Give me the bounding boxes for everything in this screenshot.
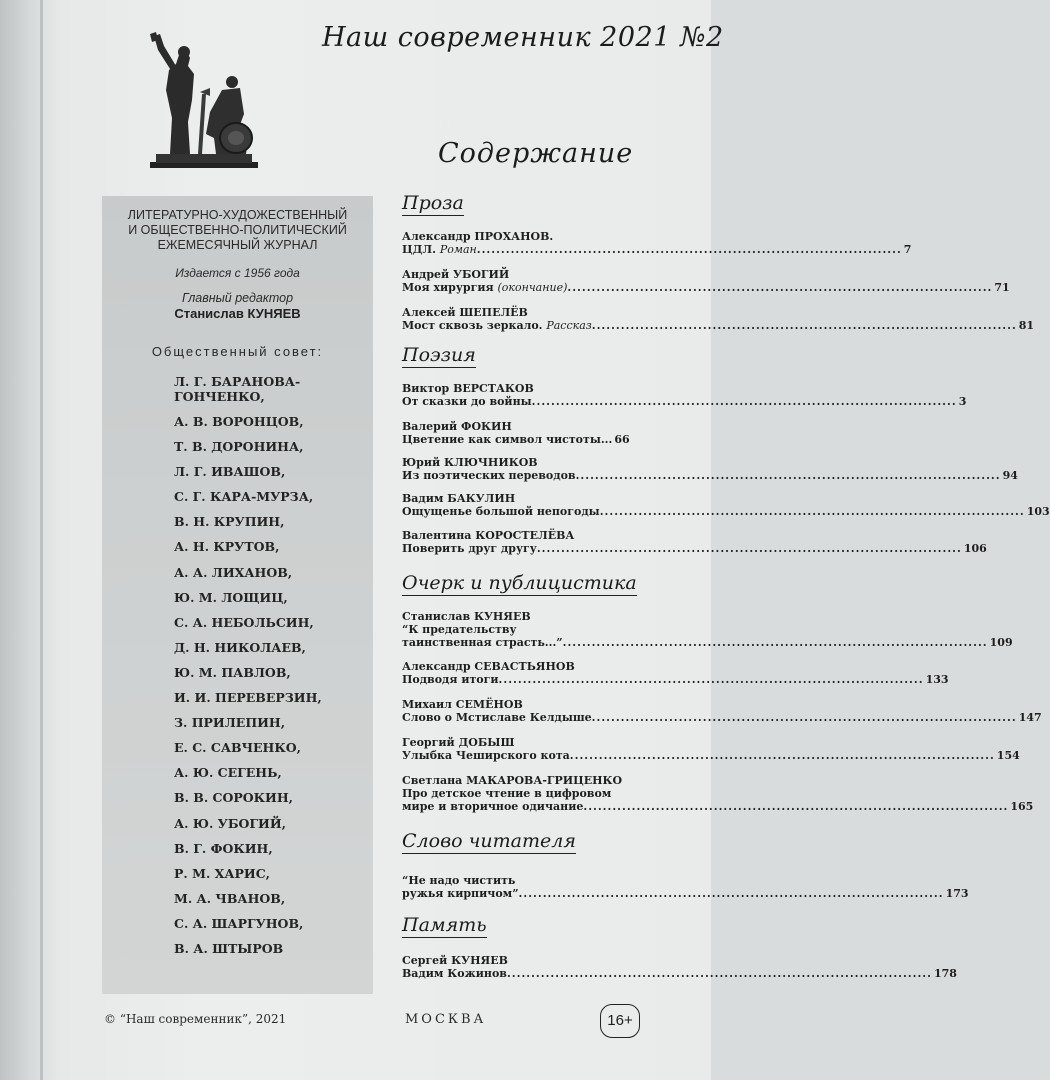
entry-title: Поверить друг другу: [402, 542, 537, 555]
city: МОСКВА: [405, 1012, 487, 1027]
entry-author: Станислав КУНЯЕВ: [402, 610, 531, 623]
council-member: С. А. ШАРГУНОВ,: [174, 915, 304, 931]
council-member: Р. М. ХАРИС,: [174, 865, 271, 881]
toc-entry[interactable]: [402, 492, 1050, 518]
journal-description: [102, 208, 373, 253]
entry-subtitle: Рассказ: [546, 319, 592, 332]
entry-title: Цветение как символ чистоты...: [402, 433, 613, 446]
council-member: З. ПРИЛЕПИН,: [174, 715, 286, 731]
entry-author: Виктор ВЕРСТАКОВ: [402, 382, 534, 395]
council-member: И. И. ПЕРЕВЕРЗИН,: [174, 690, 322, 706]
council-member: В. В. СОРОКИН,: [174, 790, 294, 806]
entry-title: Ощущенье большой непогоды: [402, 505, 600, 518]
council-member: С. Г. КАРА-МУРЗА,: [174, 489, 314, 505]
section-heading: Память: [402, 914, 487, 936]
section-heading: Очерк и публицистика: [402, 572, 637, 594]
entry-page: 3: [958, 395, 967, 408]
entry-page: 109: [989, 636, 1013, 649]
entry-page: 94: [1002, 469, 1018, 482]
section-heading: Слово читателя: [402, 830, 576, 852]
published-since: Издается с 1956 года: [175, 266, 300, 280]
entry-author: Георгий ДОБЫШ: [402, 736, 515, 749]
section-essay: [402, 572, 637, 596]
contents-title: Содержание: [438, 138, 634, 169]
entry-page: 71: [994, 281, 1010, 294]
entry-page: 106: [963, 542, 987, 555]
entry-author: Сергей КУНЯЕВ: [402, 954, 508, 967]
entry-page: 178: [933, 967, 957, 980]
masthead-sidebar: [102, 196, 373, 994]
council-member: Ю. М. ЛОЩИЦ,: [174, 589, 288, 605]
description-line: ЛИТЕРАТУРНО-ХУДОЖЕСТВЕННЫЙ: [127, 208, 348, 222]
toc-entry[interactable]: [402, 660, 949, 686]
toc-entry[interactable]: [402, 954, 957, 980]
entry-title: мире и вторичное одичание: [402, 800, 584, 813]
entry-page: 103: [1026, 505, 1050, 518]
entry-author: Вадим БАКУЛИН: [402, 492, 516, 505]
council-member: М. А. ЧВАНОВ,: [174, 890, 286, 906]
council-member: А. А. ЛИХАНОВ,: [174, 564, 293, 580]
toc-entry[interactable]: [402, 420, 630, 446]
copyright: © “Наш современник”, 2021: [104, 1012, 287, 1026]
entry-title-line: “К предательству: [402, 623, 517, 636]
toc-entry[interactable]: [402, 230, 912, 256]
entry-page: 154: [996, 749, 1020, 762]
entry-title: Улыбка Чеширского кота: [402, 749, 570, 762]
council-member: А. Ю. СЕГЕНЬ,: [174, 765, 282, 781]
council-member: В. Н. КРУПИН,: [174, 514, 285, 530]
entry-subtitle: Роман: [439, 243, 477, 256]
entry-page: 165: [1010, 800, 1034, 813]
council-member: В. Г. ФОКИН,: [174, 840, 273, 856]
section-heading: Поэзия: [402, 344, 476, 366]
entry-title: таинственная страсть...”: [402, 636, 563, 649]
entry-author: Юрий КЛЮЧНИКОВ: [402, 456, 538, 469]
masthead: Наш современник 2021 №2: [322, 22, 724, 53]
entry-title: Слово о Мстиславе Келдыше: [402, 711, 592, 724]
entry-author: Валерий ФОКИН: [402, 420, 512, 433]
entry-title: Моя хирургия: [402, 281, 494, 294]
monument-illustration: [136, 30, 266, 180]
toc-entry[interactable]: [402, 698, 1042, 724]
entry-title: От сказки до войны: [402, 395, 532, 408]
council-member: Е. С. САВЧЕНКО,: [174, 740, 301, 756]
section-memory: [402, 914, 487, 938]
description-line: И ОБЩЕСТВЕННО-ПОЛИТИЧЕСКИЙ: [128, 223, 347, 237]
entry-author: Александр ПРОХАНОВ.: [402, 230, 554, 243]
toc-entry[interactable]: [402, 610, 1013, 649]
council-member: Д. Н. НИКОЛАЕВ,: [174, 639, 306, 655]
entry-author: Александр СЕВАСТЬЯНОВ: [402, 660, 575, 673]
entry-page: 81: [1018, 319, 1035, 332]
description-line: ЕЖЕМЕСЯЧНЫЙ ЖУРНАЛ: [157, 238, 318, 252]
council-member: В. А. ШТЫРОВ: [174, 940, 284, 956]
age-rating-badge: 16+: [600, 1004, 640, 1038]
council-member: А. Н. КРУТОВ,: [174, 539, 280, 555]
entry-author: “Не надо чистить: [402, 874, 516, 887]
council-member: Л. Г. ИВАШОВ,: [174, 464, 286, 480]
entry-author: Михаил СЕМЁНОВ: [402, 698, 523, 711]
entry-page: 133: [925, 673, 949, 686]
toc-entry[interactable]: [402, 306, 1035, 332]
toc-entry[interactable]: [402, 382, 967, 408]
entry-author: Андрей УБОГИЙ: [402, 268, 510, 281]
entry-title: Из поэтических переводов: [402, 469, 576, 482]
section-poetry: [402, 344, 476, 368]
entry-title: Подводя итоги: [402, 673, 499, 686]
entry-subtitle: (окончание): [497, 281, 568, 294]
council-member: С. А. НЕБОЛЬСИН,: [174, 614, 314, 630]
toc-entry[interactable]: [402, 774, 1034, 813]
council-members: [174, 374, 369, 966]
toc-entry[interactable]: [402, 529, 987, 555]
toc-entry[interactable]: [402, 268, 1010, 294]
section-reader: [402, 830, 576, 854]
page-spine-shadow: [40, 0, 43, 1080]
council-label: Общественный совет:: [151, 344, 324, 359]
entry-author: Алексей ШЕПЕЛЁВ: [402, 306, 528, 319]
council-member: Т. В. ДОРОНИНА,: [174, 439, 304, 455]
entry-author: Светлана МАКАРОВА-ГРИЦЕНКО: [402, 774, 623, 787]
entry-title-line: Про детское чтение в цифровом: [402, 787, 612, 800]
toc-entry[interactable]: [402, 456, 1018, 482]
entry-page: 173: [945, 887, 969, 900]
council-member: А. Ю. УБОГИЙ,: [174, 815, 286, 831]
section-heading: Проза: [402, 192, 464, 214]
editor-label: Главный редактор: [181, 291, 294, 305]
entry-title: ружья кирпичом”: [402, 887, 519, 900]
entry-page: 7: [903, 243, 912, 256]
entry-author: Валентина КОРОСТЕЛЁВА: [402, 529, 575, 542]
entry-page: 147: [1018, 711, 1042, 724]
entry-title: ЦДЛ.: [402, 243, 436, 256]
entry-title: Мост сквозь зеркало.: [402, 319, 543, 332]
editor-name: Станислав КУНЯЕВ: [174, 306, 301, 321]
council-member: Ю. М. ПАВЛОВ,: [174, 664, 291, 680]
entry-page: 66: [614, 433, 630, 446]
toc-entry[interactable]: [402, 736, 1020, 762]
toc-entry[interactable]: [402, 874, 969, 900]
entry-title: Вадим Кожинов: [402, 967, 507, 980]
council-member: Л. Г. БАРАНОВА-ГОНЧЕНКО,: [174, 374, 301, 404]
council-member: А. В. ВОРОНЦОВ,: [174, 414, 304, 429]
section-prose: [402, 192, 464, 216]
